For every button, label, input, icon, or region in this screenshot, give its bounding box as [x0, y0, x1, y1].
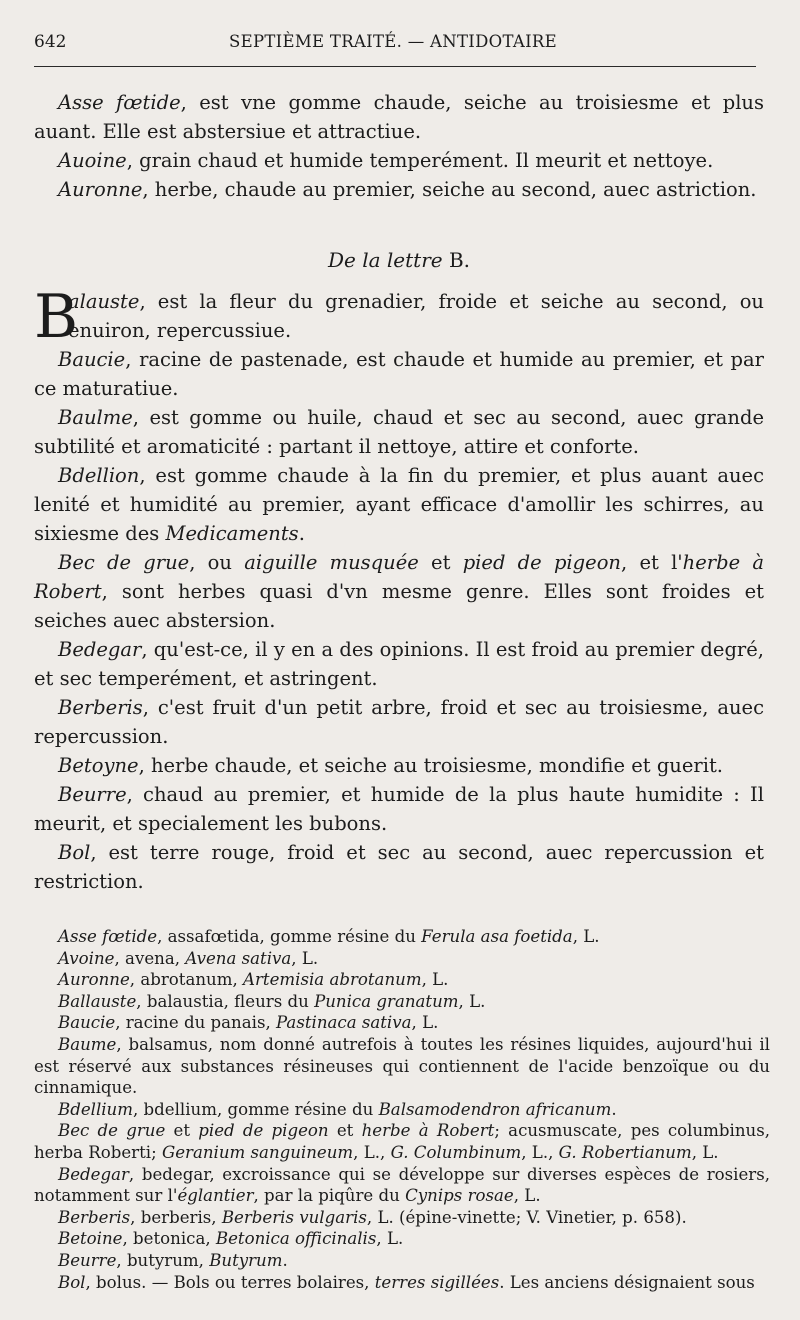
note-baucie	[34, 1012, 770, 1034]
page-header	[34, 30, 764, 60]
note-latin: Geranium sanguineum	[161, 1142, 354, 1162]
note-latin: Artemisia abrotanum	[243, 970, 422, 990]
note-text: , betonica,	[122, 1229, 216, 1249]
entry-term: Bedegar	[58, 638, 142, 661]
note-berberis	[34, 1207, 770, 1229]
note-bdellium	[34, 1099, 770, 1121]
entry-text: , herbe chaude, et seiche au troisiesme, mondifie et guerit.	[138, 754, 724, 777]
note-tail: , L.,	[353, 1142, 391, 1162]
entry-term-quaternary: herbe à Robert	[34, 551, 764, 603]
entry-baulme	[34, 403, 764, 461]
note-bedegar	[34, 1164, 770, 1207]
entry-berberis	[34, 693, 764, 751]
note-tail: .	[611, 1099, 617, 1119]
entry-text-mid: et	[418, 551, 463, 574]
note-term: Bol	[58, 1272, 86, 1292]
entry-auoine	[34, 146, 764, 175]
note-tail: , L.	[376, 1229, 404, 1249]
note-baume	[34, 1034, 770, 1099]
entry-betoyne	[34, 751, 764, 780]
entry-text: , qu'est-ce, il y en a des opinions. Il est froid au premier degré, et sec temperément, et astringent.	[34, 638, 764, 690]
note-term: Baucie	[58, 1013, 116, 1033]
page-number: 642	[34, 32, 67, 52]
note-text: , bedegar, excroissance qui se développe sur diverses espèces de rosiers, notamment sur l'	[34, 1164, 770, 1206]
main-text	[34, 88, 764, 896]
entry-bec-de-grue	[34, 548, 764, 635]
entry-balauste	[34, 282, 764, 352]
note-latin: Avena sativa	[185, 948, 292, 968]
note-tail: , L.	[421, 970, 449, 990]
entry-term: Baulme	[58, 406, 133, 429]
entry-text: , est la fleur du grenadier, froide et seiche au second, ou enuiron, repercussiue.	[68, 290, 764, 342]
note-latin: Pastinaca sativa	[276, 1013, 412, 1033]
note-term: Beurre	[58, 1250, 117, 1270]
entry-text: , c'est fruit d'un petit arbre, froid et sec au troisiesme, auec repercussion.	[34, 696, 764, 748]
entry-term: Bdellion	[58, 464, 140, 487]
note-term: Baume	[58, 1034, 117, 1054]
entry-text: , racine de pastenade, est chaude et humide au premier, et par ce maturatiue.	[34, 348, 764, 400]
entry-text: , ou	[189, 551, 245, 574]
entry-term: Auronne	[58, 178, 143, 201]
entry-bedegar	[34, 635, 764, 693]
note-tail: , L.	[691, 1142, 719, 1162]
header-rule	[34, 66, 756, 67]
note-text: , abrotanum,	[129, 970, 244, 990]
note-term: Bedegar	[58, 1164, 129, 1184]
note-asse-foetide	[34, 926, 770, 948]
note-latin: G. Columbinum	[390, 1142, 522, 1162]
note-latin: églantier	[177, 1186, 254, 1206]
note-beurre	[34, 1250, 770, 1272]
note-latin: terres sigillées	[374, 1272, 500, 1292]
entry-term: Betoyne	[58, 754, 139, 777]
note-bol	[34, 1272, 770, 1294]
entry-term: Asse fœtide	[58, 91, 181, 114]
note-text: , avena,	[114, 948, 186, 968]
drop-cap-letter: B	[34, 282, 79, 352]
note-tail: , L.	[458, 991, 486, 1011]
entry-bdellion	[34, 461, 764, 548]
entry-asse-foetide	[34, 88, 764, 146]
section-title-b	[34, 246, 764, 275]
note-latin: herbe à Robert	[361, 1121, 495, 1141]
note-text: , bolus. — Bols ou terres bolaires,	[85, 1272, 375, 1292]
entry-text-tail: .	[298, 522, 305, 545]
note-text: , balsamus, nom donné autrefois à toutes les résines liquides, aujourd'hui il est réservé aux substances résineuses qui contiennent de l'acide benzoïque ou du cinnamique.	[34, 1034, 770, 1098]
note-latin: Berberis vulgaris	[221, 1207, 367, 1227]
note-term: Avoine	[58, 948, 115, 968]
note-latin: pied de pigeon	[198, 1121, 329, 1141]
note-term: Auronne	[58, 970, 130, 990]
entry-text: , est terre rouge, froid et sec au second, auec repercussion et restriction.	[34, 841, 764, 893]
note-bec-de-grue	[34, 1120, 770, 1163]
note-latin: G. Robertianum	[558, 1142, 692, 1162]
note-tail: , L.	[513, 1186, 541, 1206]
entry-term-secondary: Medicaments	[165, 522, 299, 545]
entry-text: , herbe, chaude au premier, seiche au second, auec astriction.	[142, 178, 757, 201]
entry-baucie	[34, 345, 764, 403]
entry-bol	[34, 838, 764, 896]
note-text: , racine du panais,	[115, 1013, 277, 1033]
note-latin: Punica granatum	[314, 991, 459, 1011]
entry-text: , grain chaud et humide temperément. Il meurit et nettoye.	[126, 149, 714, 172]
note-text: , butyrum,	[116, 1250, 210, 1270]
entry-term: alauste	[68, 290, 140, 313]
note-avoine	[34, 948, 770, 970]
note-tail: , L.,	[521, 1142, 559, 1162]
note-latin: Balsamodendron africanum	[378, 1099, 612, 1119]
note-latin: Cynips rosae	[405, 1186, 514, 1206]
entry-term-secondary: aiguille musquée	[244, 551, 419, 574]
entry-text-mid: , et l'	[621, 551, 683, 574]
entry-text: , est gomme ou huile, chaud et sec au second, auec grande subtilité et aromaticité : partant il nettoye, attire et conforte.	[34, 406, 764, 458]
note-latin: Betonica officinalis	[215, 1229, 377, 1249]
note-latin: Ferula asa foetida	[421, 927, 573, 946]
entry-text: , est gomme chaude à la fin du premier, et plus auant auec lenité et humidité au premier, ayant efficace d'amollir les schirres, au sixiesme des	[34, 464, 764, 545]
note-term: Bdellium	[58, 1099, 133, 1119]
note-betoine	[34, 1228, 770, 1250]
note-text: , balaustia, fleurs du	[136, 991, 315, 1011]
note-mid: , par la piqûre du	[253, 1186, 406, 1206]
entry-term: Berberis	[58, 696, 143, 719]
note-term: Asse fœtide	[58, 927, 158, 946]
note-tail: , L.	[572, 927, 600, 946]
entry-term: Baucie	[58, 348, 126, 371]
note-ballauste	[34, 991, 770, 1013]
note-term: Ballauste	[58, 991, 137, 1011]
note-term: Bec de grue	[58, 1121, 166, 1141]
note-auronne	[34, 969, 770, 991]
note-text: , bdellium, gomme résine du	[132, 1099, 379, 1119]
entry-text: , chaud au premier, et humide de la plus haute humidite : Il meurit, et specialement les bubons.	[34, 783, 764, 835]
note-term: Berberis	[58, 1207, 131, 1227]
entry-beurre	[34, 780, 764, 838]
note-mid: et	[328, 1121, 362, 1141]
note-latin: Butyrum	[209, 1250, 283, 1270]
entry-term: Bec de grue	[58, 551, 190, 574]
entry-term-tertiary: pied de pigeon	[462, 551, 621, 574]
entry-auronne	[34, 175, 764, 204]
note-tail: , L.	[291, 948, 319, 968]
footnotes	[34, 926, 770, 1293]
entry-term: Beurre	[58, 783, 127, 806]
note-text: , berberis,	[130, 1207, 222, 1227]
entry-text: , est vne gomme chaude, seiche au troisiesme et plus auant. Elle est abstersiue et attractiue.	[34, 91, 765, 143]
running-title: SEPTIÈME TRAITÉ. — ANTIDOTAIRE	[229, 32, 557, 51]
note-tail: . Les anciens désignaient sous	[499, 1272, 755, 1292]
entry-term: Auoine	[58, 149, 127, 172]
note-text: , assafœtida, gomme résine du	[157, 927, 422, 946]
entry-text-tail: , sont herbes quasi d'vn mesme genre. Elles sont froides et seiches auec abstersion.	[34, 580, 764, 632]
note-tail: ; acusmuscate, pes columbinus, herba Roberti;	[34, 1121, 770, 1162]
note-tail: , L. (épine-vinette; V. Vinetier, p. 658).	[366, 1207, 687, 1227]
note-term: Betoine	[58, 1229, 123, 1249]
section-title-letter: B.	[448, 248, 471, 272]
entry-term: Bol	[58, 841, 91, 864]
note-tail: , L.	[411, 1013, 439, 1033]
note-tail: .	[282, 1250, 288, 1270]
note-text: et	[165, 1121, 199, 1141]
section-title-italic: De la lettre	[327, 248, 443, 272]
